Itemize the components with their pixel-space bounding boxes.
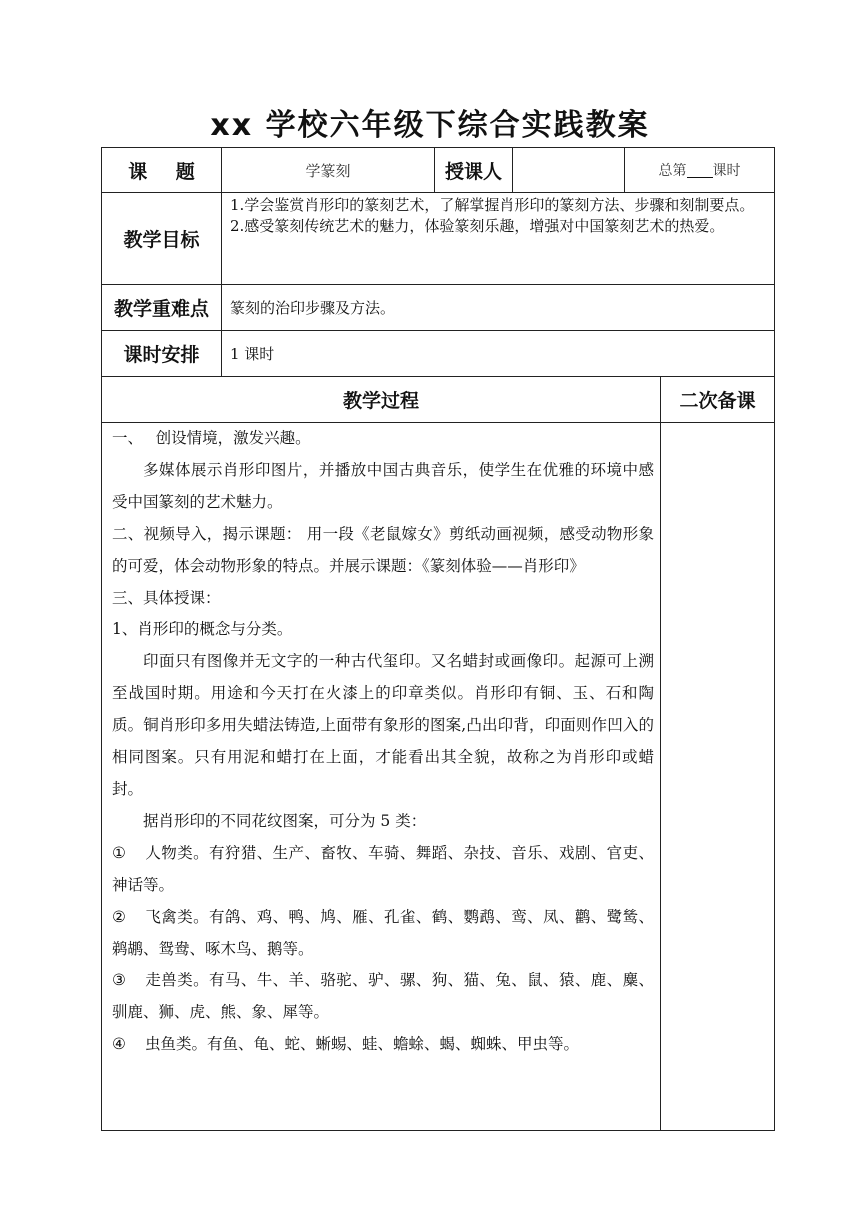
category-marker: ④ — [112, 1035, 126, 1054]
process-paragraph: 二、视频导入，揭示课题： 用一段《老鼠嫁女》剪纸动画视频，感受动物形象的可爱，体会动物形象的特点。并展示课题：《篆刻体验——肖形印》 — [112, 524, 654, 575]
teacher-label: 授课人 — [444, 160, 502, 183]
lesson-count-blank — [687, 163, 713, 178]
category-marker: ② — [112, 907, 126, 926]
teacher-value — [513, 148, 624, 192]
category-item — [112, 838, 654, 902]
page-title: xx 学校六年级下综合实践教案 — [210, 108, 650, 143]
objective-item: 2.感受篆刻传统艺术的魅力，体验篆刻乐趣，增强对中国篆刻艺术的热爱。 — [230, 217, 725, 235]
objectives-content — [222, 195, 774, 283]
process-header: 教学过程 — [342, 390, 419, 412]
difficulty-label: 教学重难点 — [113, 298, 209, 320]
process-content — [102, 423, 660, 1130]
category-marker: ③ — [112, 971, 126, 990]
table-border-right — [774, 147, 775, 1131]
lesson-count-suffix: 课时 — [712, 163, 741, 179]
category-text: 走兽类。有马、牛、羊、骆驼、驴、骡、狗、猫、兔、鼠、猿、鹿、麋、驯鹿、狮、虎、熊、象、犀等。 — [112, 971, 654, 1022]
process-paragraph: 1、肖形印的概念与分类。 — [112, 620, 293, 639]
category-item — [112, 1029, 654, 1061]
lesson-count-prefix: 总第 — [658, 163, 687, 179]
process-paragraph: 一、 创设情境，激发兴趣。 — [112, 429, 311, 447]
category-text: 虫鱼类。有鱼、龟、蛇、蜥蜴、蛙、蟾蜍、蝎、蜘蛛、甲虫等。 — [145, 1035, 580, 1054]
category-text: 飞禽类。有鸽、鸡、鸭、鸠、雁、孔雀、鹤、鹦鹉、鸾、凤、鹳、鹭鸶、鹈鹕、鸳鸯、啄木鸟、鹅等。 — [112, 907, 654, 958]
schedule-label: 课时安排 — [123, 344, 200, 366]
objectives-label: 教学目标 — [123, 229, 200, 251]
process-paragraph: 多媒体展示肖形印图片，并播放中国古典音乐，使学生在优雅的环境中感受中国篆刻的艺术魅力。 — [112, 460, 654, 511]
category-item — [112, 965, 654, 1029]
process-paragraph: 三、具体授课： — [112, 588, 221, 607]
lesson-plan-table — [101, 147, 775, 1131]
secondary-prep-header: 二次备课 — [679, 390, 756, 412]
process-paragraph: 印面只有图像并无文字的一种古代玺印。又名蜡封或画像印。起源可上溯至战国时期。用途和今天打在火漆上的印章类似。肖形印有铜、玉、石和陶质。铜肖形印多用失蜡法铸造,上面带有象形的图案,凸出印背，印面则作凹入的相同图案。只有用泥和蜡打在上面，才能看出其全貌，故称之为肖形印或蜡封。 — [112, 652, 654, 798]
lesson-count — [625, 148, 774, 192]
topic-label: 课 题 — [128, 160, 195, 183]
objective-item: 1.学会鉴赏肖形印的篆刻艺术，了解掌握肖形印的篆刻方法、步骤和刻制要点。 — [230, 196, 755, 214]
topic-value: 学篆刻 — [305, 161, 351, 180]
table-border-bottom — [101, 1130, 775, 1131]
category-marker: ① — [112, 843, 126, 862]
schedule-value: 1 课时 — [230, 345, 275, 363]
process-paragraph: 据肖形印的不同花纹图案，可分为 5 类： — [143, 811, 427, 830]
category-item — [112, 902, 654, 966]
difficulty-value: 篆刻的治印步骤及方法。 — [230, 299, 396, 317]
category-text: 人物类。有狩猎、生产、畜牧、车骑、舞蹈、杂技、音乐、戏剧、官吏、神话等。 — [112, 843, 654, 894]
secondary-prep-column — [661, 423, 774, 1130]
